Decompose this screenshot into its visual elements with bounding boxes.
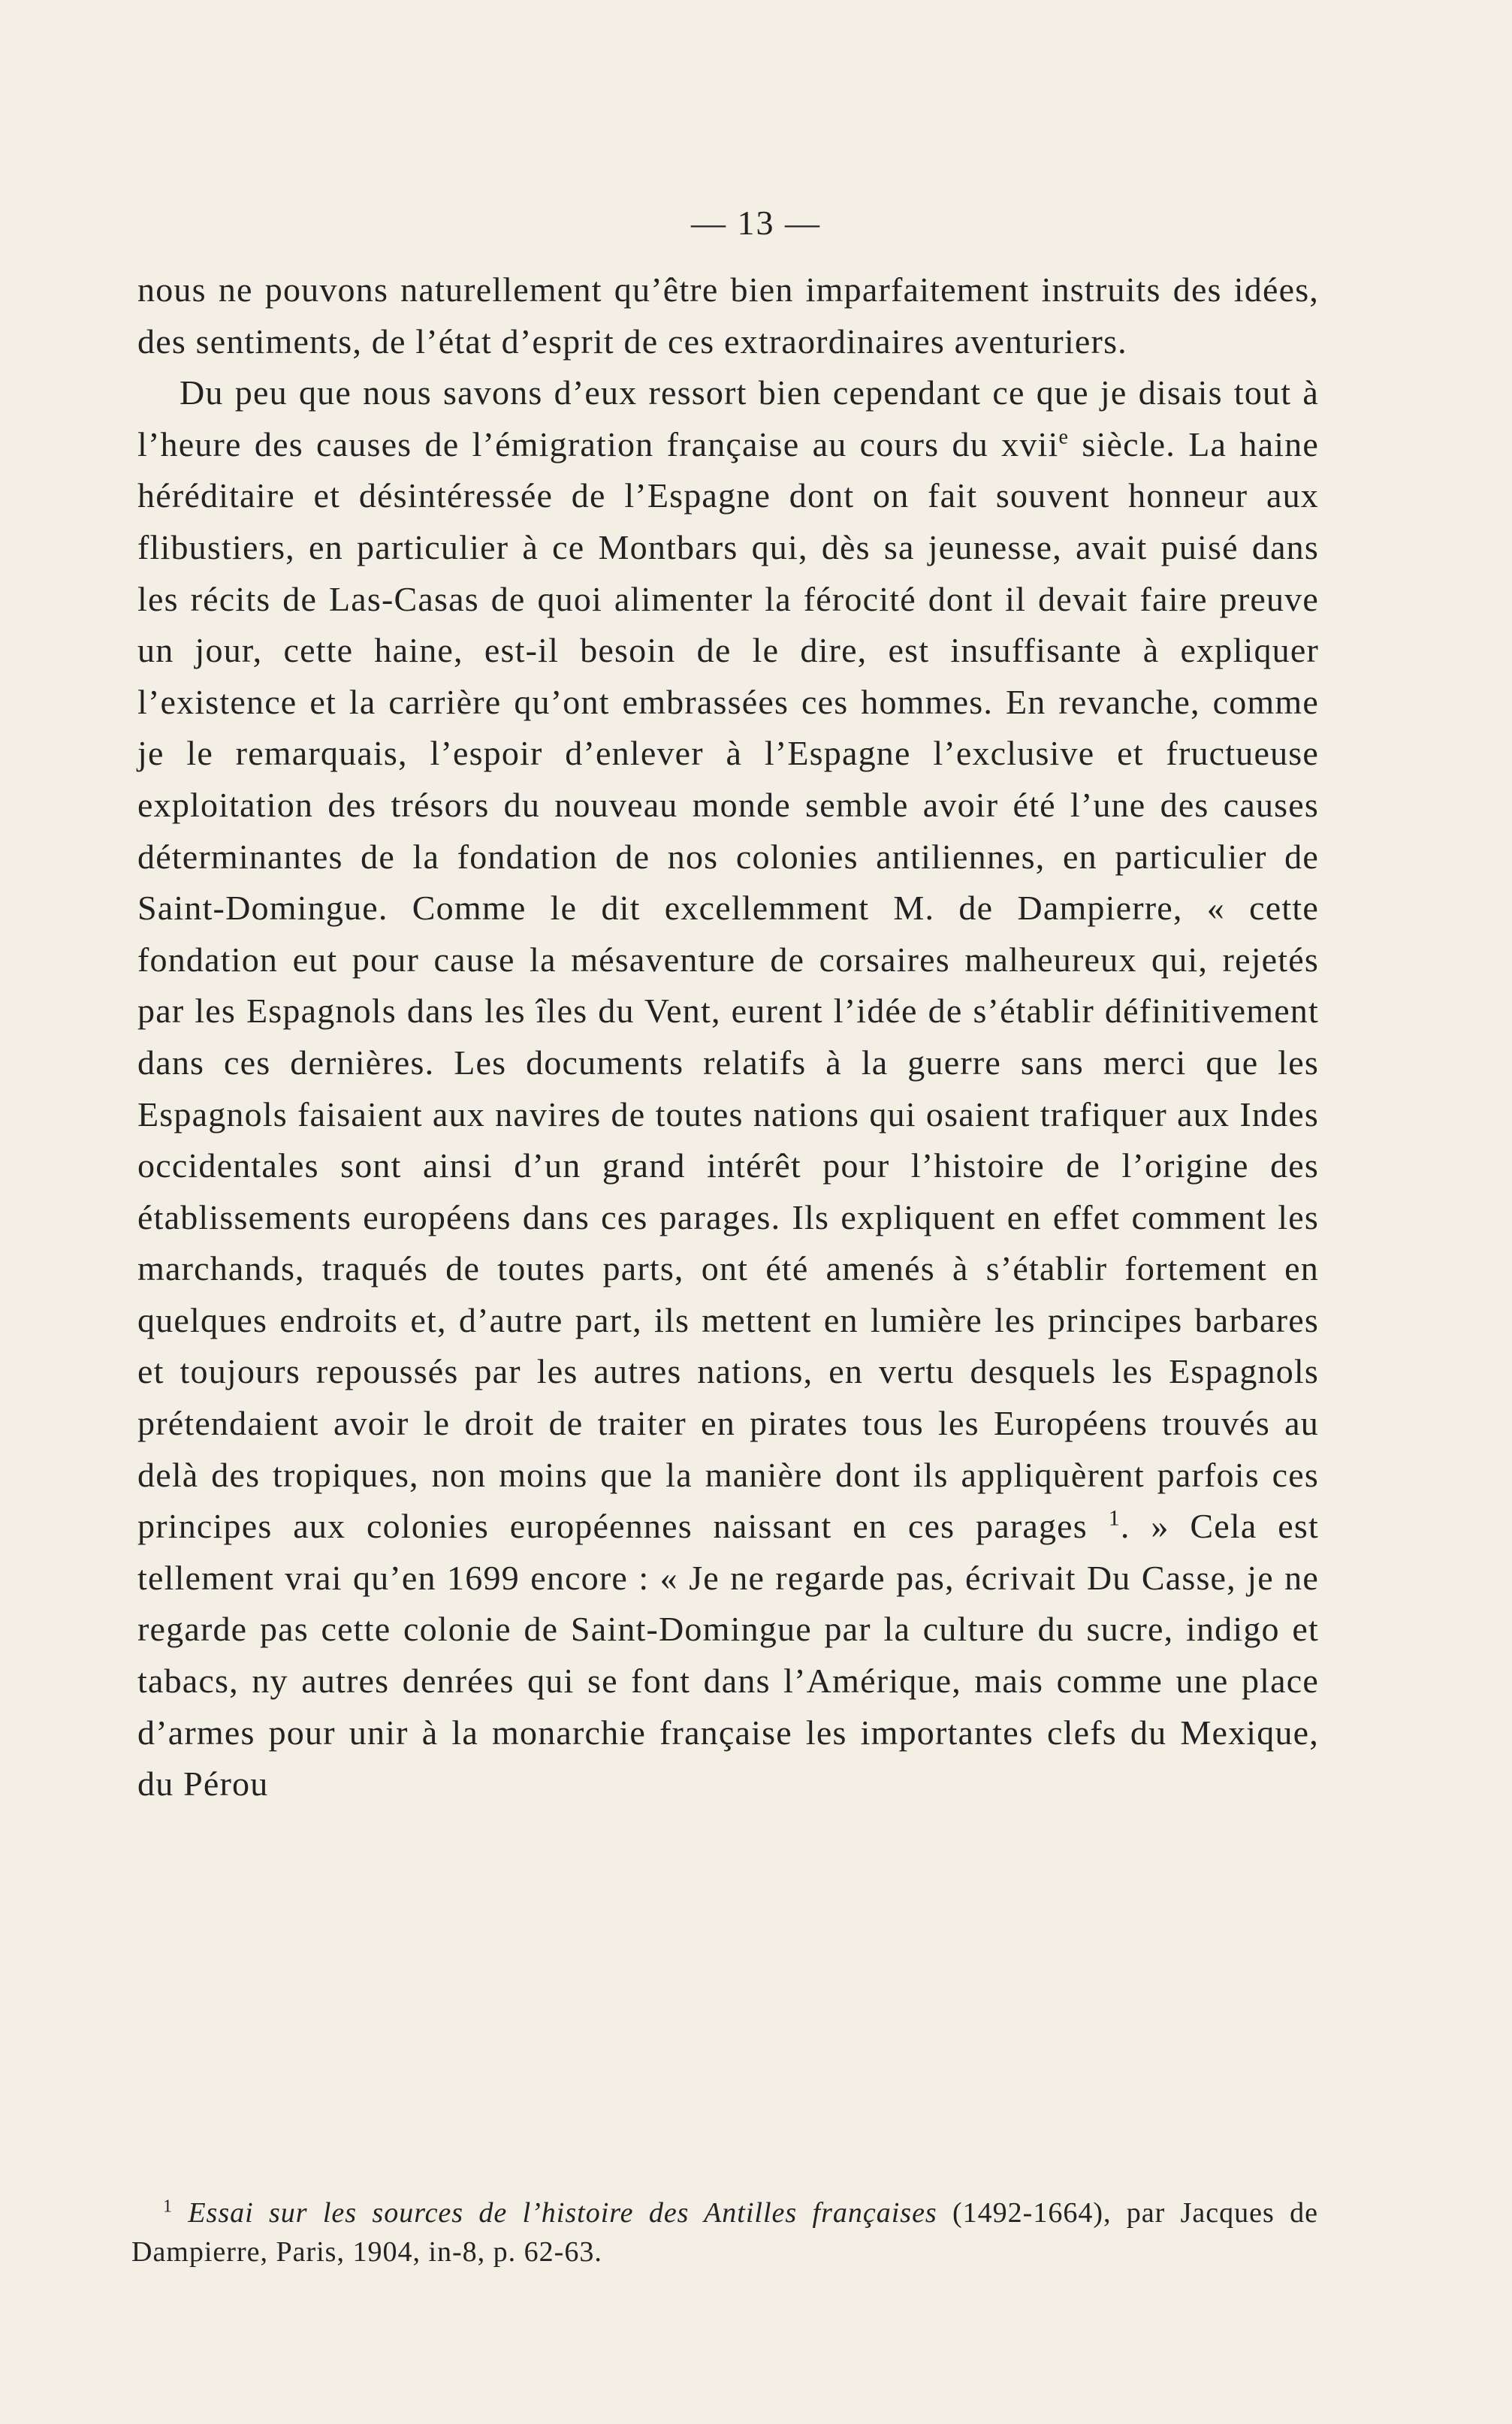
paragraph-2: [137, 367, 1319, 1810]
footnote-details: (1492-1664), par Jacques de Dampierre, Paris, 1904, in-8, p. 62-63.: [131, 2197, 1318, 2268]
century-superscript: e: [1058, 425, 1070, 449]
body-text: [137, 264, 1319, 1810]
footnote-title: Essai sur les sources de l’histoire des Antilles françaises: [188, 2197, 937, 2229]
footnote-mark: 1: [163, 2196, 173, 2217]
page-number: — 13 —: [691, 204, 821, 242]
footnote-reference: 1: [1108, 1505, 1121, 1531]
footnote: [131, 2193, 1318, 2272]
paragraph-2-part-3: . » Cela est tellement vrai qu’en 1699 encore : « Je ne regarde pas, écrivait Du Casse, je ne regarde pas cette colonie de Saint-Domingue par la culture du sucre, indigo et tabacs, ny autres denrées qui se font dans l’Amérique, mais comme une place d’armes pour unir à la monarchie française les importantes clefs du Mexique, du Pérou: [137, 1507, 1320, 1804]
paragraph-2-part-2: siècle. La haine héréditaire et désintéressée de l’Espagne dont on fait souvent honneur aux flibustiers, en particulier à ce Montbars qui, dès sa jeunesse, avait puisé dans les récits de Las-Casas de quoi alimenter la férocité dont il devait faire preuve un jour, cette haine, est-il besoin de le dire, est insuffisante à expliquer l’existence et la carrière qu’ont embrassées ces hommes. En revanche, comme je le remarquais, l’espoir d’enlever à l’Espagne l’exclusive et fructueuse exploitation des trésors du nouveau monde semble avoir été l’une des causes déterminantes de la fondation de nos colonies antiliennes, en particulier de Saint-Domingue. Comme le dit excellemment M. de Dampierre, « cette fondation eut pour cause la mésaventure de corsaires malheureux qui, rejetés par les Espagnols dans les îles du Vent, eurent l’idée de s’établir définitivement dans ces dernières. Les documents relatifs à la guerre sans merci que les Espagnols faisaient aux navires de toutes nations qui osaient trafiquer aux Indes occidentales sont ainsi d’un grand intérêt pour l’histoire de l’origine des établissements européens dans ces parages. Ils expliquent en effet comment les marchands, traqués de toutes parts, ont été amenés à s’établir fortement en quelques endroits et, d’autre part, ils mettent en lumière les principes barbares et toujours repoussés par les autres nations, en vertu desquels les Espagnols prétendaient avoir le droit de traiter en pirates tous les Européens trouvés au delà des tropiques, non moins que la manière dont ils appliquèrent parfois ces principes aux colonies européennes naissant en ces parages: [137, 424, 1319, 1546]
paragraph-2-part-1: Du peu que nous savons d’eux ressort bien cependant ce que je disais tout à l’heure des causes de l’émigration française au cours du xvii: [137, 373, 1319, 463]
paragraph-1: nous ne pouvons naturellement qu’être bien imparfaitement instruits des idées, des sentiments, de l’état d’esprit de ces extraordinaires aventuriers.: [137, 270, 1319, 361]
